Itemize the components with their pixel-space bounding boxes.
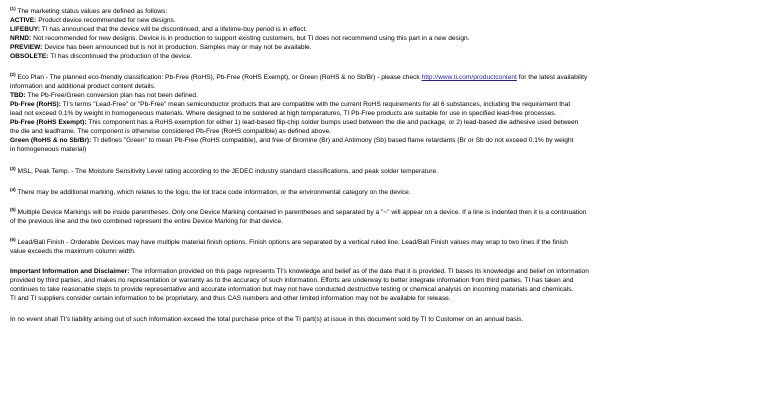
note-5-marker: (5) <box>10 207 16 213</box>
eco-term: Green (RoHS & no Sb/Br): <box>10 136 92 144</box>
note-1-marker: (1) <box>10 5 16 11</box>
status-term: LIFEBUY: <box>10 25 40 33</box>
note-3-marker: (3) <box>10 165 16 171</box>
eco-text: TI's terms "Lead-Free" or "Pb-Free" mean semiconductor products that are compatible with the current RoHS requirements for all 6 substances, including the requirement that <box>62 101 571 109</box>
status-term: NRND: <box>10 34 32 42</box>
note-6-lead-finish <box>10 239 772 257</box>
eco-text-continued: the die and leadframe. The component is otherwise considered Pb-Free (RoHS compatible) as defined above. <box>10 127 331 135</box>
eco-item-tbd <box>10 92 772 101</box>
note-2-intro: Eco Plan - The planned eco-friendly classification: Pb-Free (RoHS), Pb-Free (RoHS Exempt), or Green (RoHS & no Sb/Br) - please check <box>17 74 420 82</box>
eco-text: TI defines "Green" to mean Pb-Free (RoHS compatible), and free of Bromine (Br) and Antimony (Sb) based flame retardants (Br or Sb do not exceed 0.1% by weight <box>93 136 574 144</box>
eco-text: The Pb-Free/Green conversion plan has not been defined. <box>27 92 198 100</box>
note-3-text: MSL, Peak Temp. - The Moisture Sensitivity Level rating according to the JEDEC industry standard classifications, and peak solder temperature. <box>17 167 438 175</box>
notes-document <box>10 5 772 325</box>
status-item-lifebuy <box>10 26 772 35</box>
note-2-intro-tail: for the latest availability <box>518 74 588 82</box>
status-item-obsolete <box>10 53 772 62</box>
status-text: TI has discontinued the production of the device. <box>50 52 193 60</box>
status-text: Device has been announced but is not in production. Samples may or may not be available. <box>44 43 312 51</box>
status-item-nrnd <box>10 35 772 44</box>
eco-term: Pb-Free (RoHS): <box>10 101 61 109</box>
eco-item-green <box>10 137 772 146</box>
note-2-eco-plan <box>10 74 772 154</box>
disclaimer-text-line: provided by third parties, and makes no representation or warranty as to the accuracy of such information. Efforts are underway to better integrate information from third parties. TI has taken and <box>10 276 574 284</box>
disclaimer <box>10 268 772 304</box>
note-5-device-markings <box>10 209 772 227</box>
status-text: Product device recommended for new designs. <box>38 16 176 24</box>
note-6-text: Lead/Ball Finish - Orderable Devices may have multiple material finish options. Finish options are separated by a vertical ruled line. Lead/Ball Finish values may wrap to two lines if the finish <box>17 239 568 247</box>
disclaimer-heading: Important Information and Disclaimer: <box>10 268 130 276</box>
note-6-text-continued: value exceeds the maximum column width. <box>10 248 136 256</box>
eco-text-continued: lead not exceed 0.1% by weight in homogeneous materials. Where designed to be soldered at high temperatures, TI Pb-Free products are suitable for use in specified lead-free processes. <box>10 110 557 118</box>
status-term: OBSOLETE: <box>10 52 49 60</box>
status-item-preview <box>10 44 772 53</box>
disclaimer-text-line: TI and TI suppliers consider certain information to be proprietary, and thus CAS numbers and other limited information may not be available for release. <box>10 294 451 302</box>
status-text: TI has announced that the device will be discontinued, and a lifetime-buy period is in effect. <box>41 25 308 33</box>
liability-statement <box>10 316 772 325</box>
eco-item-pb-free-exempt <box>10 119 772 128</box>
note-3-msl <box>10 165 772 177</box>
eco-term: TBD: <box>10 92 26 100</box>
product-content-link[interactable]: http://www.ti.com/productcontent <box>421 74 517 82</box>
eco-text: This component has a RoHS exemption for either 1) lead-based flip-chip solder bumps used between the die and package, or 2) lead-based die adhesive used between <box>88 118 579 126</box>
eco-term: Pb-Free (RoHS Exempt): <box>10 118 87 126</box>
note-4-marker: (4) <box>10 186 16 192</box>
note-2-intro-line2: information and additional product content details. <box>10 83 156 91</box>
note-2-marker: (2) <box>10 72 16 78</box>
disclaimer-text: The information provided on this page represents TI's knowledge and belief as of the date that it is provided. TI bases its knowledge and belief on information <box>131 268 589 276</box>
note-4-text: There may be additional marking, which relates to the logo, the lot trace code information, or the environmental category on the device. <box>17 188 411 196</box>
eco-text-continued: in homogeneous material) <box>10 145 87 153</box>
note-6-marker: (6) <box>10 237 16 243</box>
note-5-text-continued: of the previous line and the two combined represent the entire Device Marking for that device. <box>10 218 284 226</box>
eco-item-pb-free <box>10 101 772 110</box>
note-1-marketing-status <box>10 5 772 61</box>
status-term: ACTIVE: <box>10 16 37 24</box>
note-5-text: Multiple Device Markings will be inside parentheses. Only one Device Marking contained in parentheses and separated by a "~" will appear on a device. If a line is indented then it is a continuation <box>17 209 587 217</box>
status-item-active <box>10 17 772 26</box>
status-text: Not recommended for new designs. Device is in production to support existing customers, but TI does not recommend using this part in a new design. <box>33 34 470 42</box>
disclaimer-text-line: continues to take reasonable steps to provide representative and accurate information but may not have conducted destructive testing or chemical analysis on incoming materials and chemicals. <box>10 285 574 293</box>
liability-text: In no event shall TI's liability arising out of such information exceed the total purchase price of the TI part(s) at issue in this document sold by TI to Customer on an annual basis. <box>10 315 524 323</box>
note-4-marking <box>10 186 772 198</box>
status-term: PREVIEW: <box>10 43 43 51</box>
note-1-intro: The marketing status values are defined as follows: <box>17 8 168 15</box>
